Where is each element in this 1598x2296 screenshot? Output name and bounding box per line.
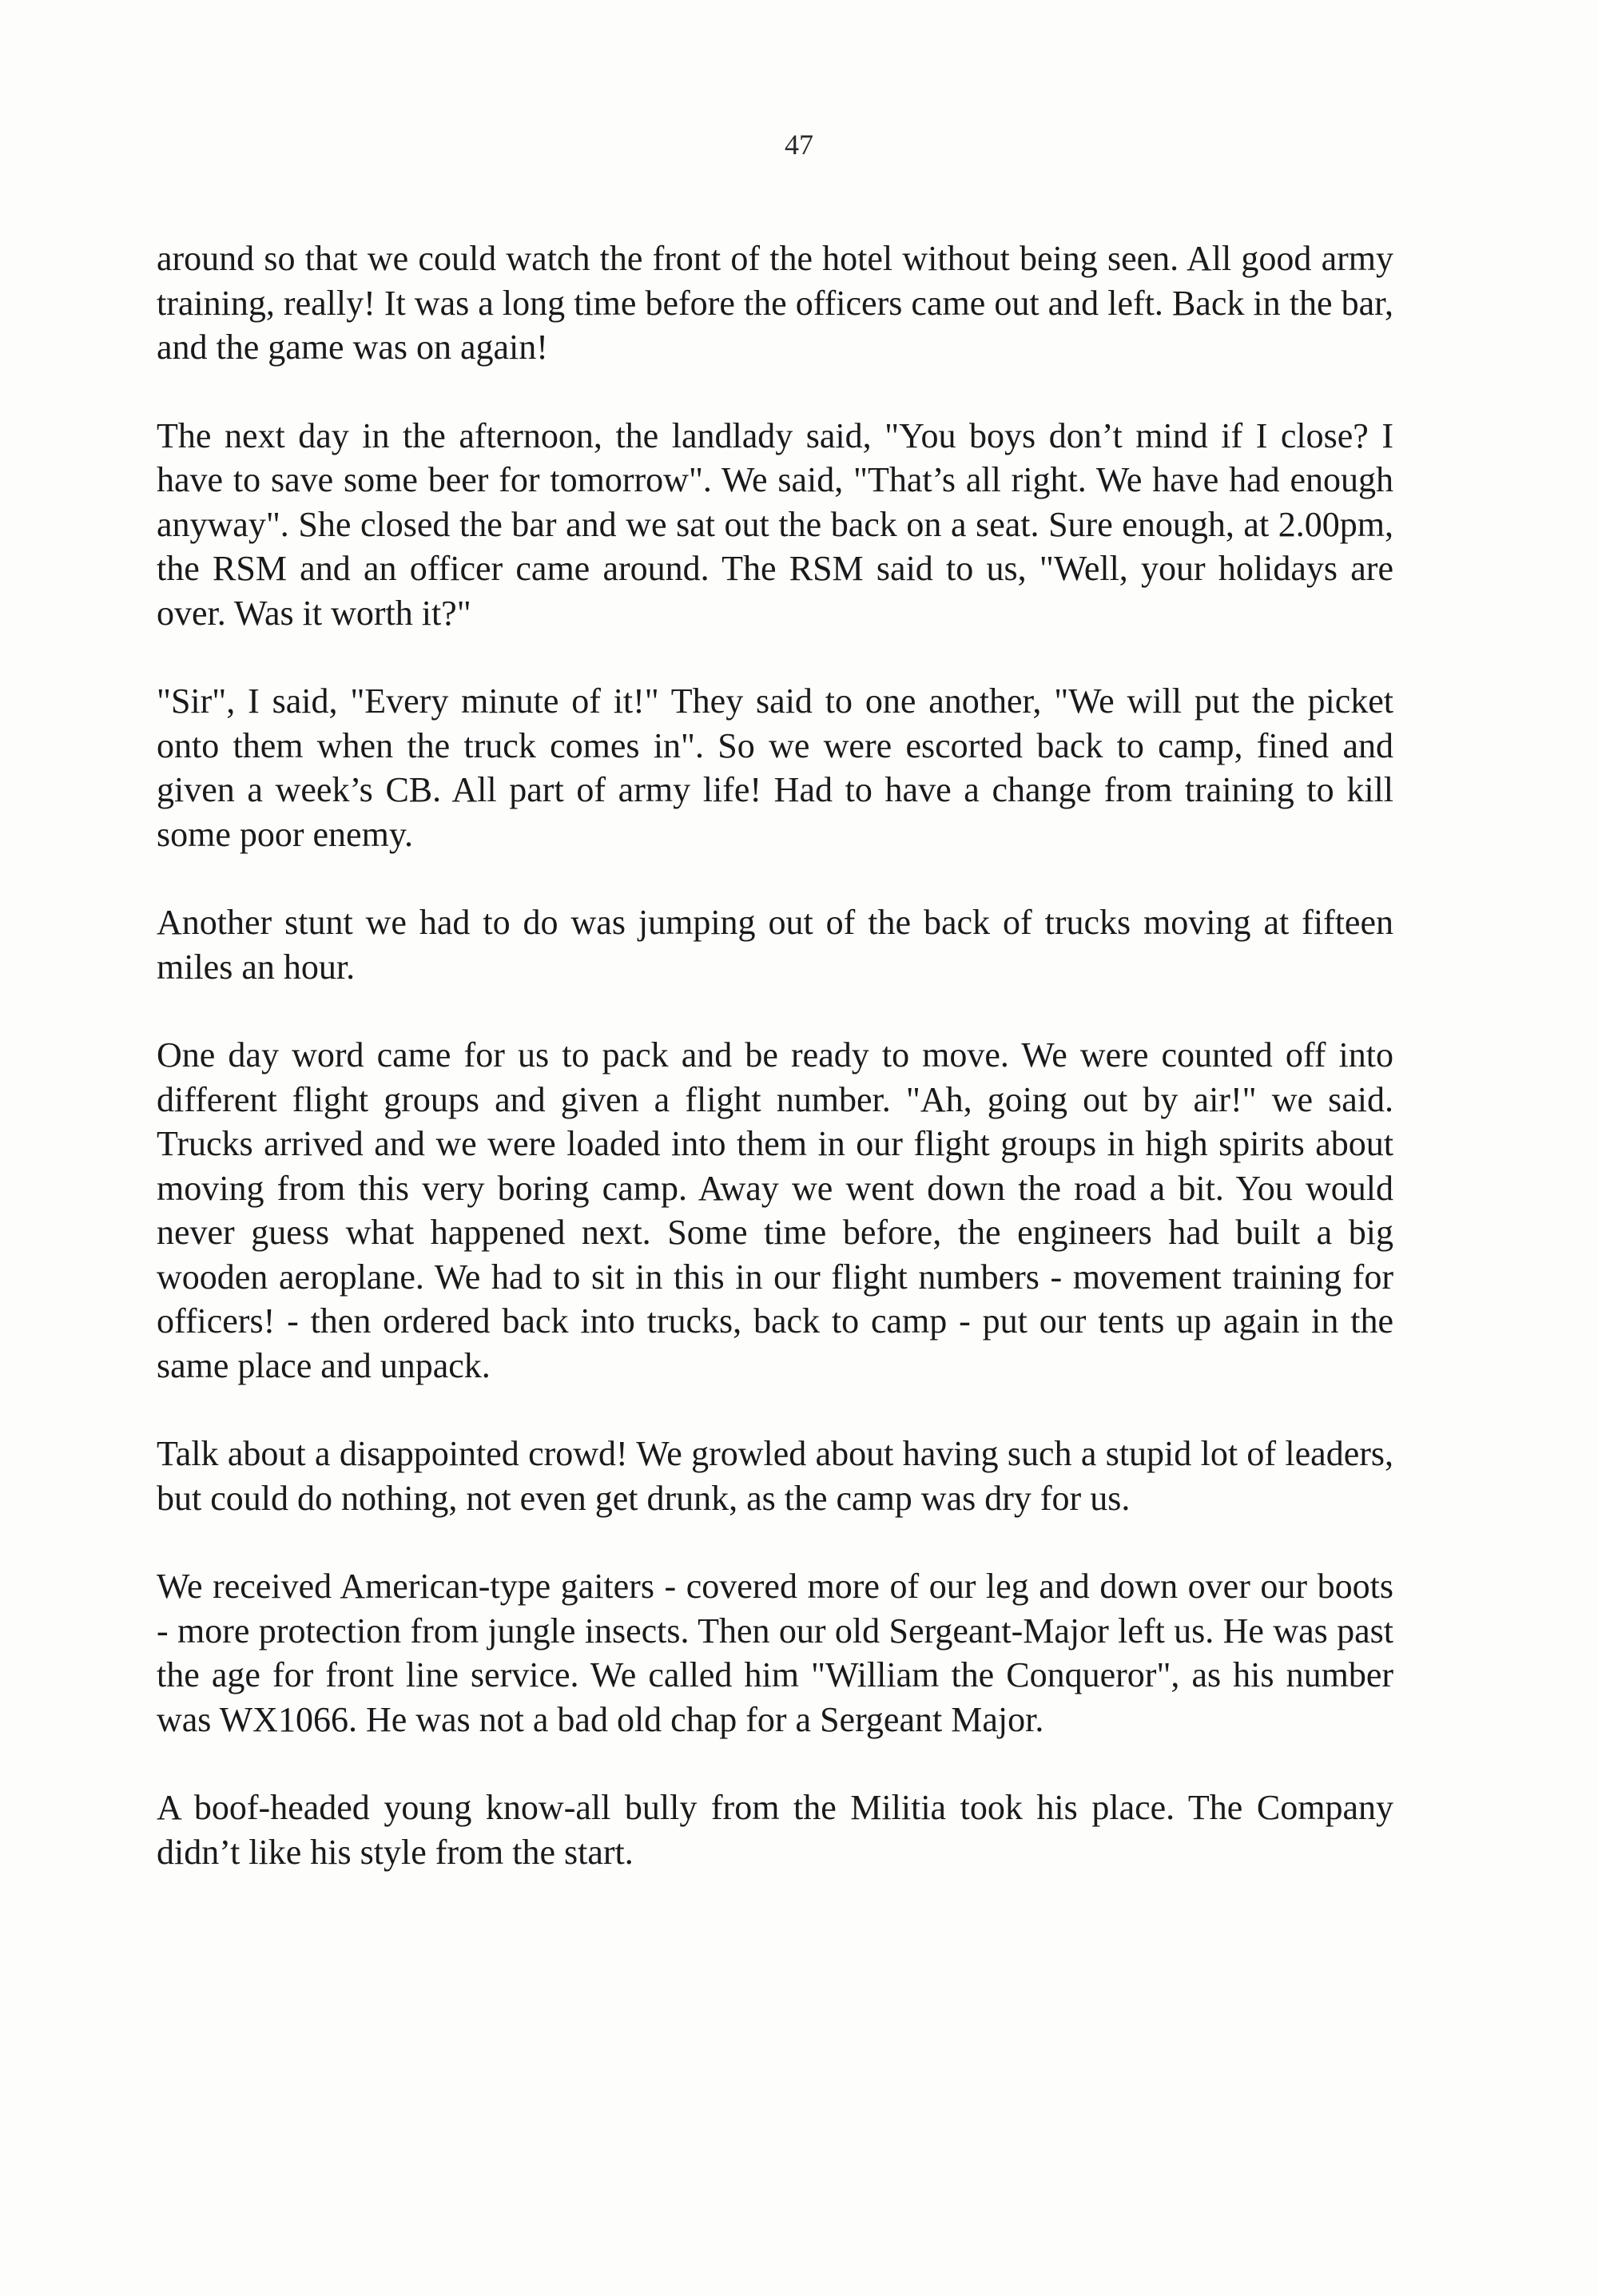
paragraph-disappointed-crowd: Talk about a disappointed crowd! We growled about having such a stupid lot of leaders, but could do nothing, not even get drunk, as the camp was dry for us. [157,1434,1393,1518]
paragraph-hotel-watch: around so that we could watch the front of the hotel without being seen. All good army training, really! It was a long time before the officers came out and left. Back in the bar, and the game was on again! [157,239,1393,367]
paragraph-new-sergeant: A boof-headed young know-all bully from the Militia took his place. The Company didn’t like his style from the start. [157,1788,1393,1872]
paragraph-landlady: The next day in the afternoon, the landlady said, "You boys don’t mind if I close? I have to save some beer for tomorrow". We said, "That’s all right. We have had enough anyway". She closed the bar and we sat out the back on a seat. Sure enough, at 2.00pm, the RSM and an officer came around. The RSM said to us, "Well, your holidays are over. Was it worth it?" [157,415,1393,633]
body-text [157,236,1393,1874]
paragraph-wooden-aeroplane: One day word came for us to pack and be ready to move. We were counted off into different flight groups and given a flight number. "Ah, going out by air!" we said. Trucks arrived and we were loaded into them in our flight groups in high spirits about moving from this very boring camp. Away we went down the road a bit. You would never guess what happened next. Some time before, the engineers had built a big wooden aeroplane. We had to sit in this in our flight numbers - movement training for officers! - then ordered back into trucks, back to camp - put our tents up again in the same place and unpack. [157,1035,1393,1385]
paragraph-gaiters: We received American-type gaiters - covered more of our leg and down over our boots - more protection from jungle insects. Then our old Sergeant-Major left us. He was past the age for front line service. We called him "William the Conqueror", as his number was WX1066. He was not a bad old chap for a Sergeant Major. [157,1567,1393,1739]
paragraph-truck-jumping: Another stunt we had to do was jumping out of the back of trucks moving at fifteen miles an hour. [157,903,1393,987]
paragraph-escorted-back: "Sir", I said, "Every minute of it!" They said to one another, "We will put the picket onto them when the truck comes in". So we were escorted back to camp, fined and given a week’s CB. All part of army life! Had to have a change from training to kill some poor enemy. [157,681,1393,854]
page-number: 47 [785,129,813,161]
